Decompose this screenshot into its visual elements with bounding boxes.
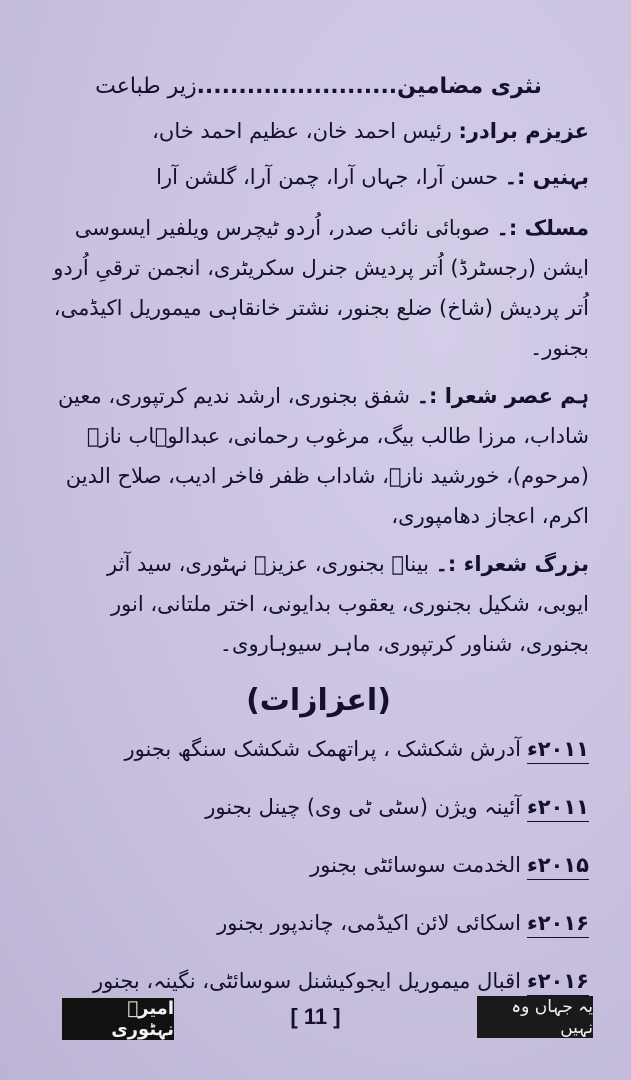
page-body (48, 72, 589, 1024)
elder-poets-text: بیناؔ بجنوری، عزیزؔ نہٹوری، سید آثر ایوبی، شکیل بجنوری، یعقوب بدایونی، اختر ملتانی، انور بجنوری، شناور کرتپوری، ماہر سیوہاروی۔ (107, 552, 589, 656)
affiliation-text: صوبائی نائب صدر، اُردو ٹیچرس ویلفیر ایسوسی ایشن (رجسٹرڈ) اُتر پردیش جنرل سکریٹری، انجمن ترقیِ اُردو اُتر پردیش (شاخ) ضلع بجنور، نشتر خانقاہی میموریل اکیڈمی، بجنور۔ (53, 216, 589, 360)
sisters-label: بہنیں :۔ (504, 165, 589, 189)
award-text: آئینہ ویژن (سٹی ٹی وی) چینل بجنور (205, 795, 521, 819)
affiliation-label: مسلک :۔ (496, 216, 589, 240)
award-year: ۲۰۱۱ء (527, 795, 589, 822)
book-title-box: یہ جہاں وہ نہیں (477, 996, 593, 1038)
award-text: آدرش شکشک ، پراتھمک شکشک سنگھ بجنور (124, 737, 521, 761)
awards-title: (اعزازات) (246, 683, 391, 718)
award-item (48, 850, 589, 880)
award-item (48, 734, 589, 764)
brothers-label: عزیزم برادر: (458, 119, 589, 143)
elder-poets-label: بزرگ شعراء :۔ (435, 552, 589, 576)
elder-poets-paragraph (48, 544, 589, 664)
award-text: الخدمت سوسائٹی بجنور (310, 853, 521, 877)
heading-dots: ........................ (196, 74, 398, 99)
heading-line (48, 72, 589, 102)
award-text: اسکائی لائن اکیڈمی، چاندپور بجنور (217, 911, 521, 935)
affiliation-paragraph (48, 208, 589, 368)
award-year: ۲۰۱۶ء (527, 969, 589, 996)
award-text: اقبال میموریل ایجوکیشنل سوسائٹی، نگینہ، بجنور (93, 969, 521, 993)
page-number: [ 11 ] (290, 1004, 341, 1029)
award-item (48, 792, 589, 822)
award-year: ۲۰۱۵ء (527, 853, 589, 880)
award-year: ۲۰۱۶ء (527, 911, 589, 938)
sisters-names: حسن آرا، جہاں آرا، چمن آرا، گلشن آرا (156, 165, 499, 189)
heading-title: نثری مضامین (397, 74, 542, 99)
brothers-line (48, 116, 589, 146)
contemporary-poets-paragraph (48, 376, 589, 536)
brothers-names: رئیس احمد خان، عظیم احمد خاں، (152, 119, 452, 143)
award-item (48, 908, 589, 938)
award-year: ۲۰۱۱ء (527, 737, 589, 764)
contemporary-poets-label: ہم عصر شعرا :۔ (416, 384, 589, 408)
heading-status: زیر طباعت (95, 74, 197, 99)
sisters-line (48, 162, 589, 192)
author-name-box: امیرؔ نہٹوری (62, 998, 174, 1040)
award-item (48, 966, 589, 996)
contemporary-poets-text: شفق بجنوری، ارشد ندیم کرتپوری، معین شاداب، مرزا طالب بیگ، مرغوب رحمانی، عبدالوہاب نازؔ (مرحوم)، خورشید نازؔ، شاداب ظفر فاخر ادیب، صلاح الدین اکرم، اعجاز دھامپوری، (58, 384, 589, 528)
